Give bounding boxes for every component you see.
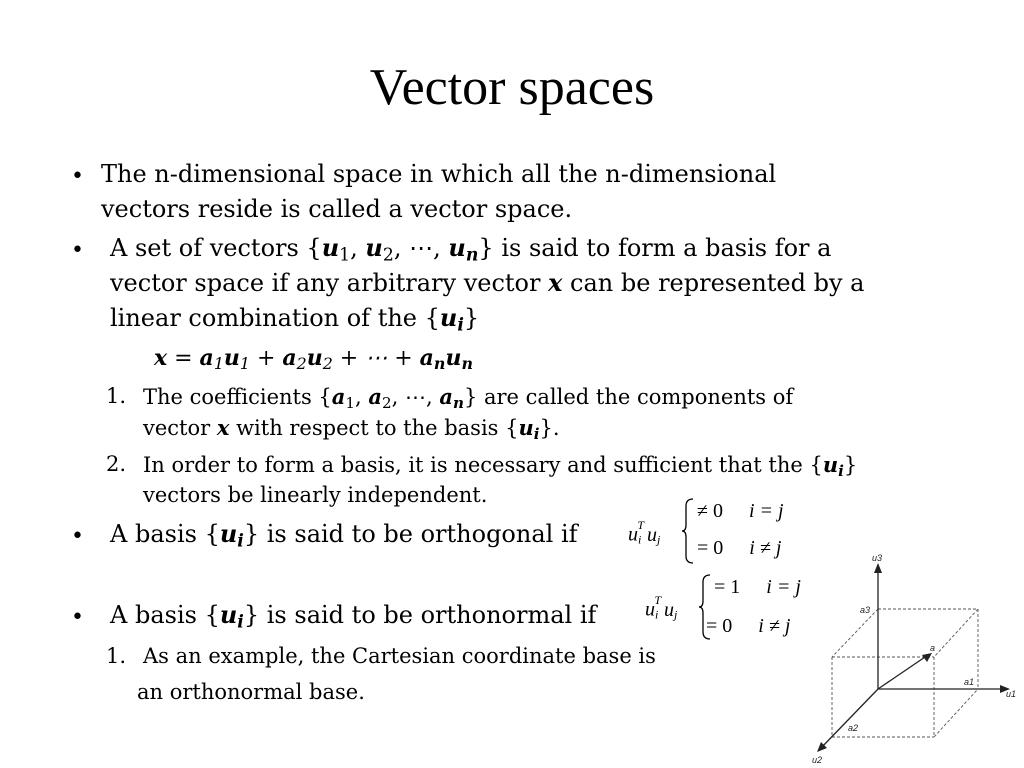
case-condition: i ≠ j: [749, 537, 782, 559]
symbol-u: u: [321, 233, 340, 262]
comma: ,: [425, 385, 440, 409]
example-line-1: As an example, the Cartesian coordinate base is: [143, 644, 656, 668]
orthogonal-case-2: [697, 537, 781, 560]
text-fragment: }: [843, 453, 858, 477]
subscript: 1: [345, 393, 356, 412]
text-fragment: A basis {: [110, 520, 220, 548]
bullet-2-line-1: [110, 233, 831, 265]
symbol-x: x: [216, 415, 230, 440]
bullet-glyph: •: [71, 164, 84, 189]
linear-combination-equation: [154, 345, 473, 373]
eq-a: a: [282, 345, 297, 371]
symbol-a: a: [331, 384, 346, 409]
symbol-u: u: [219, 600, 238, 629]
orthogonal-product: [628, 518, 661, 548]
text-fragment: A basis {: [110, 601, 220, 629]
bullet-1-line-2: vectors reside is called a vector space.: [101, 195, 573, 223]
case-condition: i = j: [748, 500, 784, 522]
text-fragment: with respect to the basis {: [229, 416, 519, 440]
eq-plus: +: [249, 346, 283, 371]
text-fragment: }.: [539, 416, 560, 440]
eq-plus: +: [332, 346, 366, 371]
label-a3: a3: [860, 605, 871, 615]
eq-equals: =: [167, 346, 200, 371]
eq-u: u: [306, 345, 323, 371]
ellipsis: ⋯: [409, 234, 434, 262]
subscript: i: [237, 531, 244, 552]
subscript: 1: [339, 245, 351, 266]
math-sub: i: [638, 532, 642, 547]
eq-sub: 2: [296, 353, 307, 373]
math-u: u: [645, 598, 655, 621]
eq-u: u: [223, 345, 240, 371]
orthonormal-case-1: [714, 576, 801, 599]
text-fragment: vector space if any arbitrary vector: [110, 269, 549, 297]
subscript: i: [533, 424, 540, 443]
eq-x: x: [154, 345, 168, 371]
comma: ,: [433, 234, 449, 262]
example-line-2: an orthonormal base.: [137, 680, 365, 704]
label-a2: a2: [848, 723, 859, 733]
symbol-u: u: [448, 233, 466, 262]
subscript: i: [457, 315, 464, 336]
label-u1: u1: [1006, 689, 1017, 699]
numbered-1-line-2: [143, 415, 560, 443]
bullet-2-line-2: [110, 268, 864, 297]
math-u: u: [664, 598, 675, 621]
comma: ,: [391, 385, 405, 409]
symbol-u: u: [365, 233, 383, 262]
text-fragment: }: [463, 304, 480, 332]
math-sub: j: [674, 607, 678, 622]
orthogonal-case-1: [697, 500, 784, 523]
text-fragment: In order to form a basis, it is necessary and sufficient that the {: [143, 453, 823, 477]
eq-sub: 2: [322, 353, 333, 373]
math-sub: i: [655, 607, 659, 622]
subscript: i: [838, 461, 844, 480]
symbol-u: u: [439, 303, 458, 332]
list-number: 1.: [106, 384, 127, 408]
orthonormal-case-2: [706, 615, 790, 638]
bullet-1-line-1: The n-dimensional space in which all the n-dimensional: [101, 160, 777, 188]
math-u: u: [628, 523, 638, 546]
eq-a: a: [199, 345, 214, 371]
numbered-1-line-1: [143, 384, 793, 412]
label-a1: a1: [964, 677, 975, 687]
bullet-2-line-3: [110, 303, 479, 335]
text-fragment: } is said to be orthogonal if: [243, 520, 578, 548]
symbol-u: u: [219, 519, 238, 548]
eq-sub: 1: [213, 353, 224, 373]
symbol-a: a: [439, 384, 453, 409]
eq-sub: n: [461, 353, 473, 373]
label-u3: u3: [872, 553, 883, 563]
text-fragment: } is said to be orthonormal if: [243, 601, 597, 629]
list-number: 1.: [106, 644, 127, 668]
text-fragment: A set of vectors {: [110, 234, 322, 262]
eq-u: u: [445, 345, 462, 371]
case-relation: = 0: [706, 615, 733, 637]
text-fragment: } is said to form a basis for a: [478, 234, 832, 262]
subscript: 2: [382, 245, 394, 266]
orthonormal-product: [645, 593, 678, 623]
text-fragment: linear combination of the {: [110, 304, 440, 332]
case-condition: i = j: [766, 576, 801, 598]
eq-a: a: [419, 345, 434, 371]
symbol-u: u: [822, 452, 839, 477]
slide-title: Vector spaces: [369, 59, 655, 116]
numbered-2-line-2: vectors be linearly independent.: [143, 483, 488, 507]
case-condition: i ≠ j: [758, 615, 791, 637]
subscript: n: [465, 245, 479, 266]
eq-sub: n: [433, 353, 446, 373]
math-sub: j: [657, 532, 661, 547]
symbol-a: a: [368, 384, 382, 409]
subscript: n: [452, 393, 464, 412]
cartesian-basis-diagram: [806, 549, 1024, 768]
case-relation: = 0: [697, 537, 724, 559]
orthonormal-text: [110, 600, 596, 632]
label-u2: u2: [812, 755, 823, 765]
comma: ,: [355, 385, 369, 409]
math-sup: T: [637, 518, 645, 532]
subscript: 2: [382, 393, 392, 412]
case-relation: = 1: [714, 576, 741, 598]
text-fragment: can be represented by a: [562, 269, 865, 297]
comma: ,: [350, 234, 366, 262]
diagram-background: [806, 549, 1024, 768]
case-relation: ≠ 0: [697, 500, 723, 522]
eq-sub: 1: [239, 353, 250, 373]
text-fragment: The coefficients {: [143, 385, 332, 409]
eq-dots: ⋯: [365, 346, 388, 371]
math-u: u: [647, 523, 658, 546]
math-sup: T: [654, 593, 662, 607]
bullet-glyph: •: [71, 238, 84, 263]
left-brace-icon: [681, 498, 695, 564]
eq-plus: +: [387, 346, 420, 371]
numbered-2-line-1: [143, 452, 857, 480]
label-a: a: [930, 643, 936, 653]
text-fragment: } are called the components of: [463, 385, 794, 409]
bullet-glyph: •: [71, 524, 84, 549]
text-fragment: vector: [143, 416, 217, 440]
symbol-x: x: [548, 268, 563, 297]
bullet-glyph: •: [71, 605, 84, 630]
ellipsis: ⋯: [404, 385, 426, 409]
subscript: i: [237, 612, 244, 633]
comma: ,: [393, 234, 410, 262]
list-number: 2.: [106, 452, 127, 476]
symbol-u: u: [518, 415, 534, 440]
orthogonal-text: [110, 519, 578, 551]
